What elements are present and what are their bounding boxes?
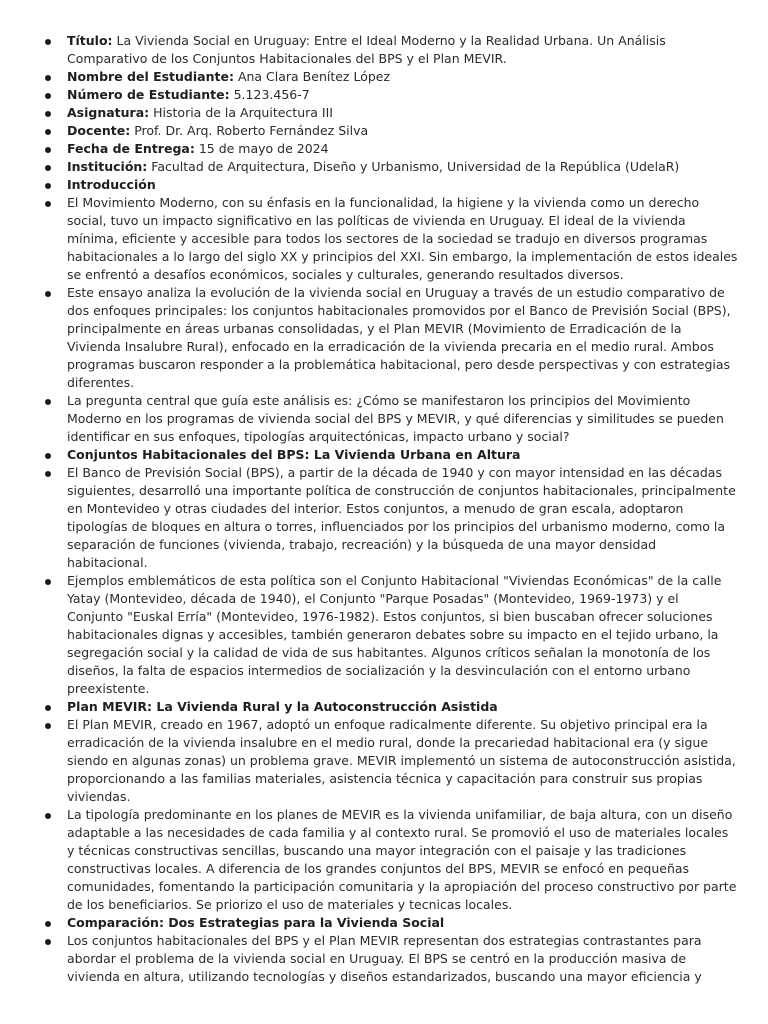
- paragraph-text: La tipología predominante en los planes de MEVIR es la vivienda unifamiliar, de baja altura, con un diseño adaptable a las necesidades de cada familia y al contexto rural. Se promovió el uso de materiales locales y técnicas constructivas sencillas, buscando una mayor integración con el paisaje y las tradiciones constructivas locales. A diferencia de los grandes conjuntos del BPS, MEVIR se enfocó en pequeñas comunidades, fomentando la participación comunitaria y la apropiación del proceso constructivo por parte de los beneficiarios. Se priorizo el uso de materiales y tecnicas locales.: [67, 807, 737, 912]
- bullet-icon: [45, 165, 51, 171]
- bullet-icon: [45, 579, 51, 585]
- bullet-icon: [45, 129, 51, 135]
- metadata-item: [0, 104, 768, 122]
- bullet-icon: [45, 471, 51, 477]
- metadata-item: [0, 32, 768, 68]
- section-heading: Comparación: Dos Estrategias para la Vivienda Social: [67, 915, 445, 930]
- section-heading-item: [0, 914, 768, 932]
- section-heading-item: [0, 446, 768, 464]
- paragraph-item: [0, 284, 768, 392]
- section-heading-item: [0, 698, 768, 716]
- section-heading: Conjuntos Habitacionales del BPS: La Vivienda Urbana en Altura: [67, 447, 521, 462]
- field-label: Número de Estudiante:: [67, 87, 230, 102]
- paragraph-item: [0, 806, 768, 914]
- field-value: Facultad de Arquitectura, Diseño y Urbanismo, Universidad de la República (UdelaR): [151, 159, 680, 174]
- paragraph-text: Este ensayo analiza la evolución de la vivienda social en Uruguay a través de un estudio comparativo de dos enfoques principales: los conjuntos habitacionales promovidos por el Banco de Previsión Social (BPS), principalmente en áreas urbanas consolidadas, y el Plan MEVIR (Movimiento de Erradicación de la Vivienda Insalubre Rural), enfocado en la erradicación de la vivienda precaria en el medio rural. Ambos programas buscaron responder a la problemática habitacional, pero desde perspectivas y con estrategias diferentes.: [67, 285, 731, 390]
- bullet-icon: [45, 705, 51, 711]
- bullet-icon: [45, 75, 51, 81]
- bullet-icon: [45, 453, 51, 459]
- section-heading: Introducción: [67, 177, 156, 192]
- bullet-icon: [45, 723, 51, 729]
- metadata-item: [0, 158, 768, 176]
- field-value: Historia de la Arquitectura III: [153, 105, 333, 120]
- bullet-icon: [45, 201, 51, 207]
- paragraph-item: [0, 932, 768, 986]
- field-label: Docente:: [67, 123, 131, 138]
- bullet-icon: [45, 939, 51, 945]
- field-label: Título:: [67, 33, 113, 48]
- field-value: Ana Clara Benítez López: [237, 69, 391, 84]
- paragraph-item: [0, 194, 768, 284]
- bullet-icon: [45, 813, 51, 819]
- field-value: Prof. Dr. Arq. Roberto Fernández Silva: [134, 123, 369, 138]
- bullet-list: [0, 32, 768, 986]
- metadata-item: [0, 68, 768, 86]
- field-label: Nombre del Estudiante:: [67, 69, 234, 84]
- paragraph-text: El Banco de Previsión Social (BPS), a partir de la década de 1940 y con mayor intensidad en las décadas siguientes, desarrolló una importante política de construcción de conjuntos habitacionales, principalmente en Montevideo y otras ciudades del interior. Estos conjuntos, a menudo de gran escala, adoptaron tipologías de bloques en altura o torres, influenciados por los principios del urbanismo moderno, como la separación de funciones (vivienda, trabajo, recreación) y la búsqueda de una mayor densidad habitacional.: [67, 465, 736, 570]
- paragraph-text: Los conjuntos habitacionales del BPS y el Plan MEVIR representan dos estrategias contrastantes para abordar el problema de la vivienda social en Uruguay. El BPS se centró en la producción masiva de vivienda en altura, utilizando tecnologías y diseños estandarizados, buscando una mayor eficiencia y: [67, 933, 702, 984]
- paragraph-text: El Movimiento Moderno, con su énfasis en la funcionalidad, la higiene y la vivienda como un derecho social, tuvo un impacto significativo en las políticas de vivienda en Uruguay. El ideal de la vivienda mínima, eficiente y accesible para todos los sectores de la sociedad se tradujo en diversos programas habitacionales a lo largo del siglo XX y principios del XXI. Sin embargo, la implementación de estos ideales se enfrentó a desafíos económicos, sociales y culturales, generando resultados diversos.: [67, 195, 738, 282]
- field-value: La Vivienda Social en Uruguay: Entre el Ideal Moderno y la Realidad Urbana. Un Análisis Comparativo de los Conjuntos Habitacionales del BPS y el Plan MEVIR.: [67, 33, 666, 66]
- bullet-icon: [45, 291, 51, 297]
- field-value: 5.123.456-7: [233, 87, 310, 102]
- bullet-icon: [45, 921, 51, 927]
- metadata-item: [0, 122, 768, 140]
- bullet-icon: [45, 147, 51, 153]
- field-label: Institución:: [67, 159, 148, 174]
- metadata-item: [0, 140, 768, 158]
- bullet-icon: [45, 399, 51, 405]
- bullet-icon: [45, 111, 51, 117]
- field-label: Fecha de Entrega:: [67, 141, 195, 156]
- paragraph-item: [0, 572, 768, 698]
- field-value: 15 de mayo de 2024: [198, 141, 329, 156]
- paragraph-item: [0, 716, 768, 806]
- paragraph-text: La pregunta central que guía este análisis es: ¿Cómo se manifestaron los principios del Movimiento Moderno en los programas de vivienda social del BPS y MEVIR, y qué diferencias y similitudes se pueden identificar en sus enfoques, tipologías arquitectónicas, impacto urbano y social?: [67, 393, 724, 444]
- section-heading: Plan MEVIR: La Vivienda Rural y la Autoconstrucción Asistida: [67, 699, 498, 714]
- bullet-icon: [45, 93, 51, 99]
- paragraph-item: [0, 464, 768, 572]
- document: [0, 32, 768, 986]
- bullet-icon: [45, 183, 51, 189]
- metadata-item: [0, 86, 768, 104]
- bullet-icon: [45, 39, 51, 45]
- paragraph-text: Ejemplos emblemáticos de esta política son el Conjunto Habitacional "Viviendas Económicas" de la calle Yatay (Montevideo, década de 1940), el Conjunto "Parque Posadas" (Montevideo, 1969-1973) y el Conjunto "Euskal Erría" (Montevideo, 1976-1982). Estos conjuntos, si bien buscaban ofrecer soluciones habitacionales dignas y accesibles, también generaron debates sobre su impacto en el tejido urbano, la segregación social y la calidad de vida de sus habitantes. Algunos críticos señalan la monotonía de los diseños, la falta de espacios intermedios de socialización y la desvinculación con el entorno urbano preexistente.: [67, 573, 722, 696]
- field-label: Asignatura:: [67, 105, 150, 120]
- paragraph-item: [0, 392, 768, 446]
- paragraph-text: El Plan MEVIR, creado en 1967, adoptó un enfoque radicalmente diferente. Su objetivo principal era la erradicación de la vivienda insalubre en el medio rural, donde la precariedad habitacional era (y sigue siendo en algunas zonas) un problema grave. MEVIR implementó un sistema de autoconstrucción asistida, proporcionando a las familias materiales, asistencia técnica y capacitación para construir sus propias viviendas.: [67, 717, 736, 804]
- section-heading-item: [0, 176, 768, 194]
